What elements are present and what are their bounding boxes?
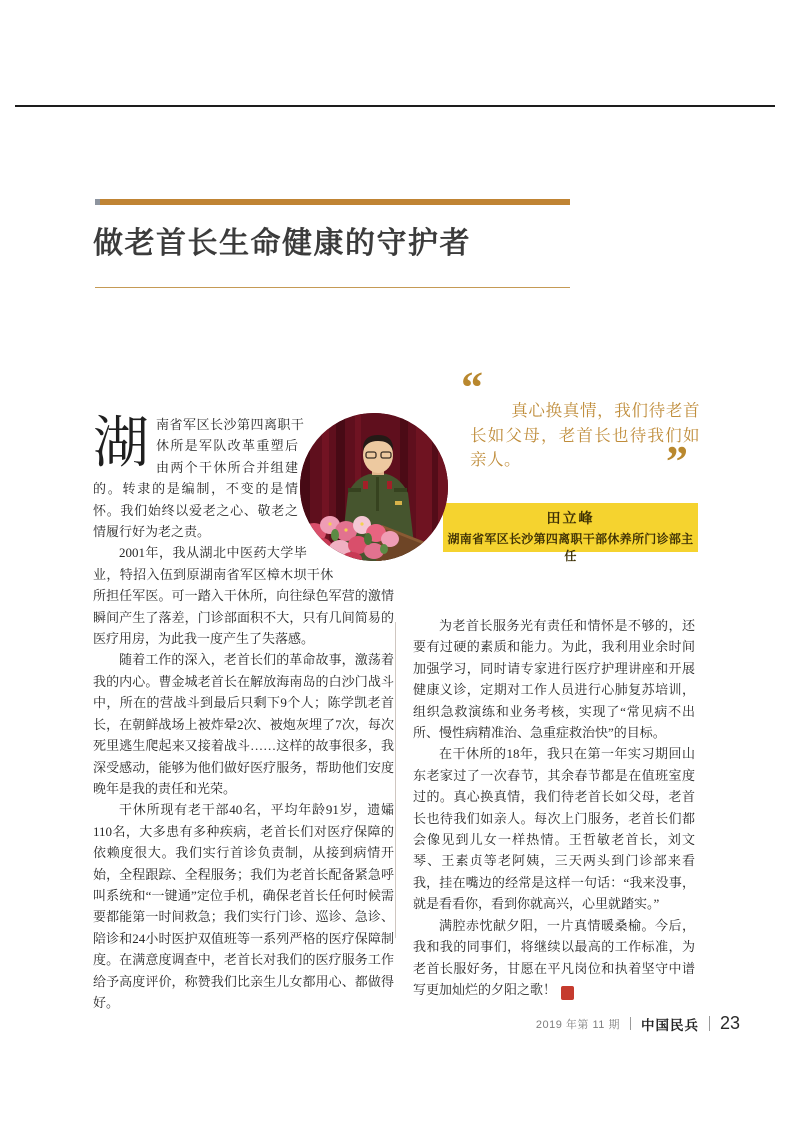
title-underline bbox=[95, 287, 570, 288]
paragraph-5: 为老首长服务光有责任和情怀是不够的，还要有过硬的素质和能力。为此，我利用业余时间加强学习，同时请专家进行医疗护理讲座和开展健康义诊，定期对工作人员进行心肺复苏培训，组织急救演练和业务考核，实现了“常见病不出所、慢性病精准治、急重症救治快”的目标。 bbox=[413, 618, 695, 741]
footer-page-number: 23 bbox=[719, 1013, 740, 1033]
footer-issue: 2019 年第 11 期 bbox=[535, 1018, 620, 1031]
author-photo-illustration bbox=[300, 413, 448, 561]
top-rule-divider bbox=[15, 105, 775, 107]
close-quote-icon: ” bbox=[666, 437, 688, 486]
paragraph-7 bbox=[413, 915, 695, 1001]
footer-separator bbox=[709, 1016, 710, 1031]
paragraph-3: 随着工作的深入，老首长们的革命故事，激荡着我的内心。曹金城老首长在解放海南岛的白沙门战斗中，所在的营战斗到最后只剩下9个人；陈学凯老首长，在朝鲜战场上被炸晕2次、被炮灰埋了7次，每次死里逃生爬起来又接着战斗……这样的故事很多，我深受感动，能够为他们做好医疗服务，帮助他们安度晚年是我的责任和光荣。 bbox=[93, 652, 394, 796]
title-accent-bar-tick bbox=[95, 199, 100, 205]
page-title: 做老首长生命健康的守护者 bbox=[93, 227, 471, 260]
author-photo bbox=[300, 413, 448, 561]
right-column bbox=[413, 615, 695, 1000]
footer-separator bbox=[630, 1017, 631, 1030]
paragraph-2: 2001年，我从湖北中医药大学毕业，特招入伍到原湖南省军区樟木坝干休所担任军医。可一踏入干休所，向往绿色军营的激情瞬间产生了落差，门诊部面积不大，只有几间简易的医疗用房，为此我一度产生了失落感。 bbox=[93, 545, 394, 647]
drop-cap: 湖 bbox=[93, 413, 149, 475]
open-quote-icon: “ bbox=[461, 363, 483, 412]
paragraph-4: 干休所现有老干部40名，平均年龄91岁，遗孀110名，大多患有多种疾病，老首长们对医疗保障的依赖度很大。我们实行首诊负责制，从接到病情开始，全程跟踪、全程服务；我们为老首长配备紧急呼叫系统和“一键通”定位手机，确保老首长任何时候需要都能第一时间救急；我们实行门诊、巡诊、急诊、陪诊和24小时医护双值班等一系列严格的医疗保障制度。在满意度调查中，老首长对我们的医疗服务工作给予高度评价，称赞我们比亲生儿女都用心、都做得好。 bbox=[93, 802, 394, 1010]
paragraph-7-text: 满腔赤忱献夕阳，一片真情暖桑榆。今后，我和我的同事们，将继续以最高的工作标准，为老首长服好务，甘愿在平凡岗位和执着坚守中谱写更加灿烂的夕阳之歌！ bbox=[413, 917, 695, 997]
title-accent-bar bbox=[95, 199, 570, 205]
end-mark-glyph: 兵 bbox=[576, 987, 586, 998]
author-title: 湖南省军区长沙第四离职干部休养所门诊部主任 bbox=[447, 532, 694, 563]
article-end-mark-icon bbox=[561, 986, 586, 1000]
author-box bbox=[443, 503, 698, 563]
column-divider bbox=[395, 622, 396, 938]
paragraph-1-text: 南省军区长沙第四离职干休所是军队改革重塑后由两个干休所合并组建的。转隶的是编制，不变的是情怀。我们始终以爱老之心、敬老之情履行好为老之责。 bbox=[93, 417, 304, 540]
pull-quote-text: 真心换真情，我们待老首长如父母，老首长也待我们如亲人。 bbox=[470, 401, 700, 469]
footer-magazine-name: 中国民兵 bbox=[640, 1017, 699, 1033]
paragraph-6: 在干休所的18年，我只在第一年实习期回山东老家过了一次春节，其余春节都是在值班室度过的。真心换真情，我们待老首长如父母，老首长也待我们如亲人。每次上门服务，老首长们都会像见到儿女一样热情。王哲敏老首长，刘文琴、王素贞等老阿姨，三天两头到门诊部来看我，挂在嘴边的经常是这样一句话：“我来没事，就是看看你，看到你就高兴，心里就踏实。” bbox=[413, 746, 695, 912]
author-name: 田立峰 bbox=[546, 510, 595, 526]
page-footer bbox=[536, 1013, 740, 1034]
